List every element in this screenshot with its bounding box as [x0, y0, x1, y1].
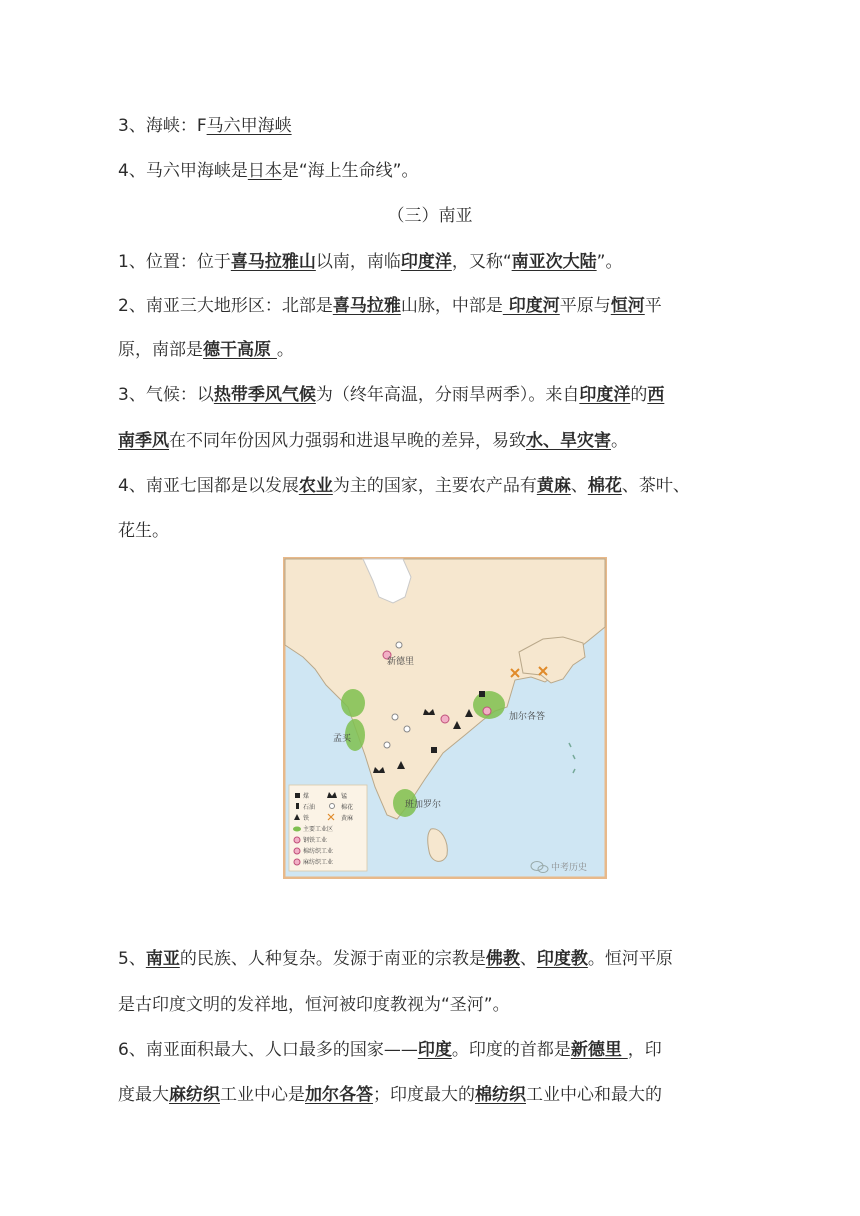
svg-text:钢铁工业: 钢铁工业: [303, 837, 328, 844]
text-segment: 工业中心是: [220, 1085, 305, 1105]
para-location: [118, 252, 622, 272]
text-segment: 工业中心和最大的: [526, 1085, 662, 1105]
cotton-icon: [396, 642, 402, 648]
text-segment: ，又称“: [451, 252, 512, 272]
cotton-icon: [404, 726, 410, 732]
text-segment: 在不同年份因风力强弱和进退早晚的差异，易致: [169, 431, 526, 451]
line-strait: [118, 116, 292, 136]
text-segment: 为（终年高温，分雨旱两季）。来自: [315, 385, 580, 405]
svg-text:煤: 煤: [303, 793, 310, 800]
answer-text: 德干高原: [203, 340, 277, 360]
para-india-2: [118, 1085, 662, 1105]
text-segment: 、: [519, 949, 537, 969]
answer-text: 水、旱灾害: [526, 431, 611, 451]
text-segment: 。恒河平原: [587, 949, 673, 969]
text-segment: 以南，南临: [315, 252, 401, 272]
text-segment: 3、海峡：: [118, 116, 197, 136]
text-segment: 。印度的首都是: [451, 1040, 571, 1060]
section-heading: （三）南亚: [387, 206, 473, 226]
answer-text: 南亚: [145, 949, 180, 969]
answer-text: 麻纺织: [169, 1085, 220, 1105]
text-segment: 5、: [118, 949, 146, 969]
text-segment: 为主的国家，主要农产品有: [332, 476, 537, 496]
svg-text:石油: 石油: [303, 804, 316, 811]
map-watermark: 中考历史: [551, 863, 588, 873]
answer-text: 印度洋: [400, 252, 452, 272]
answer-text: 恒河: [610, 296, 645, 316]
text-segment: 、茶叶、: [621, 476, 690, 496]
para-religion-2: 是古印度文明的发祥地，恒河被印度教视为“圣河”。: [118, 995, 510, 1015]
svg-text:锰: 锰: [341, 793, 348, 800]
map-legend: [289, 785, 367, 871]
answer-text: 加尔各答: [305, 1085, 373, 1105]
text-segment: 平原与: [559, 296, 611, 316]
svg-text:棉花: 棉花: [341, 804, 354, 811]
para-agriculture-1: [118, 476, 690, 496]
text-segment: 3、气候：以: [118, 385, 214, 405]
steel-industry-icon: [441, 715, 449, 723]
map-city-label: 孟买: [333, 734, 352, 744]
answer-text: 热带季风气候: [213, 385, 316, 405]
textile-industry-icon: [483, 707, 491, 715]
answer-text: 棉纺织: [475, 1085, 526, 1105]
text-segment: 原，南部是: [118, 340, 203, 360]
map-city-label: 加尔各答: [509, 712, 546, 722]
answer-text: 新德里: [570, 1040, 628, 1060]
answer-text: 喜马拉雅山: [230, 252, 316, 272]
text-segment: 1、位置：位于: [118, 252, 231, 272]
text-segment: 的民族、人种复杂。发源于南亚的宗教是: [179, 949, 486, 969]
answer-text: 佛教: [485, 949, 520, 969]
text-segment: 度最大: [118, 1085, 169, 1105]
text-segment: 4、南亚七国都是以发展: [118, 476, 299, 496]
answer-text: 南亚次大陆: [511, 252, 597, 272]
svg-text:麻纺织工业: 麻纺织工业: [303, 859, 334, 866]
svg-text:主要工业区: 主要工业区: [303, 826, 334, 833]
answer-text: 印度洋: [579, 385, 631, 405]
map-city-label: 班加罗尔: [405, 800, 442, 810]
text-segment: 是“海上生命线”。: [281, 161, 419, 181]
svg-text:铁: 铁: [303, 815, 310, 822]
text-segment: 。: [611, 431, 628, 451]
line-lifeline: [118, 161, 418, 181]
answer-text: 农业: [298, 476, 333, 496]
text-segment: ，印: [627, 1040, 662, 1060]
answer-text: 棉花: [587, 476, 622, 496]
svg-text:棉纺织工业: 棉纺织工业: [303, 848, 334, 855]
para-landforms-1: [118, 296, 662, 316]
para-agriculture-2: 花生。: [118, 521, 169, 541]
para-india-1: [118, 1040, 662, 1060]
industry-zone-gujarat: [341, 689, 365, 717]
text-segment: 、: [570, 476, 588, 496]
text-segment: 山脉，中部是: [400, 296, 503, 316]
text-segment: 平: [644, 296, 662, 316]
cotton-icon: [384, 742, 390, 748]
text-segment: 6、南亚面积最大、人口最多的国家——: [118, 1040, 418, 1060]
coal-icon: [479, 691, 485, 697]
answer-text: 黄麻: [536, 476, 571, 496]
text-segment: 2、南亚三大地形区：北部是: [118, 296, 333, 316]
text-segment: F: [196, 116, 207, 136]
text-segment: 4、马六甲海峡是: [118, 161, 248, 181]
answer-text: 印度教: [536, 949, 588, 969]
answer-text: 西: [647, 385, 665, 405]
para-religion-1: [118, 949, 673, 969]
answer-text: 喜马拉雅: [332, 296, 401, 316]
answer-japan: 日本: [247, 161, 282, 181]
answer-malacca: 马六甲海峡: [206, 116, 292, 136]
coal-icon: [431, 747, 437, 753]
text-segment: 。: [276, 340, 294, 360]
south-asia-map: [283, 557, 607, 879]
cotton-icon: [392, 714, 398, 720]
text-segment: ；印度最大的: [373, 1085, 475, 1105]
text-segment: 的: [630, 385, 648, 405]
svg-text:黄麻: 黄麻: [341, 815, 354, 822]
map-city-label: 新德里: [387, 657, 415, 667]
answer-text: 印度: [417, 1040, 452, 1060]
text-segment: ”。: [596, 252, 623, 272]
answer-text: 南季风: [118, 431, 169, 451]
para-landforms-2: [118, 340, 294, 360]
para-climate-2: [118, 431, 628, 451]
answer-text: 印度河: [502, 296, 560, 316]
para-climate-1: [118, 385, 664, 405]
